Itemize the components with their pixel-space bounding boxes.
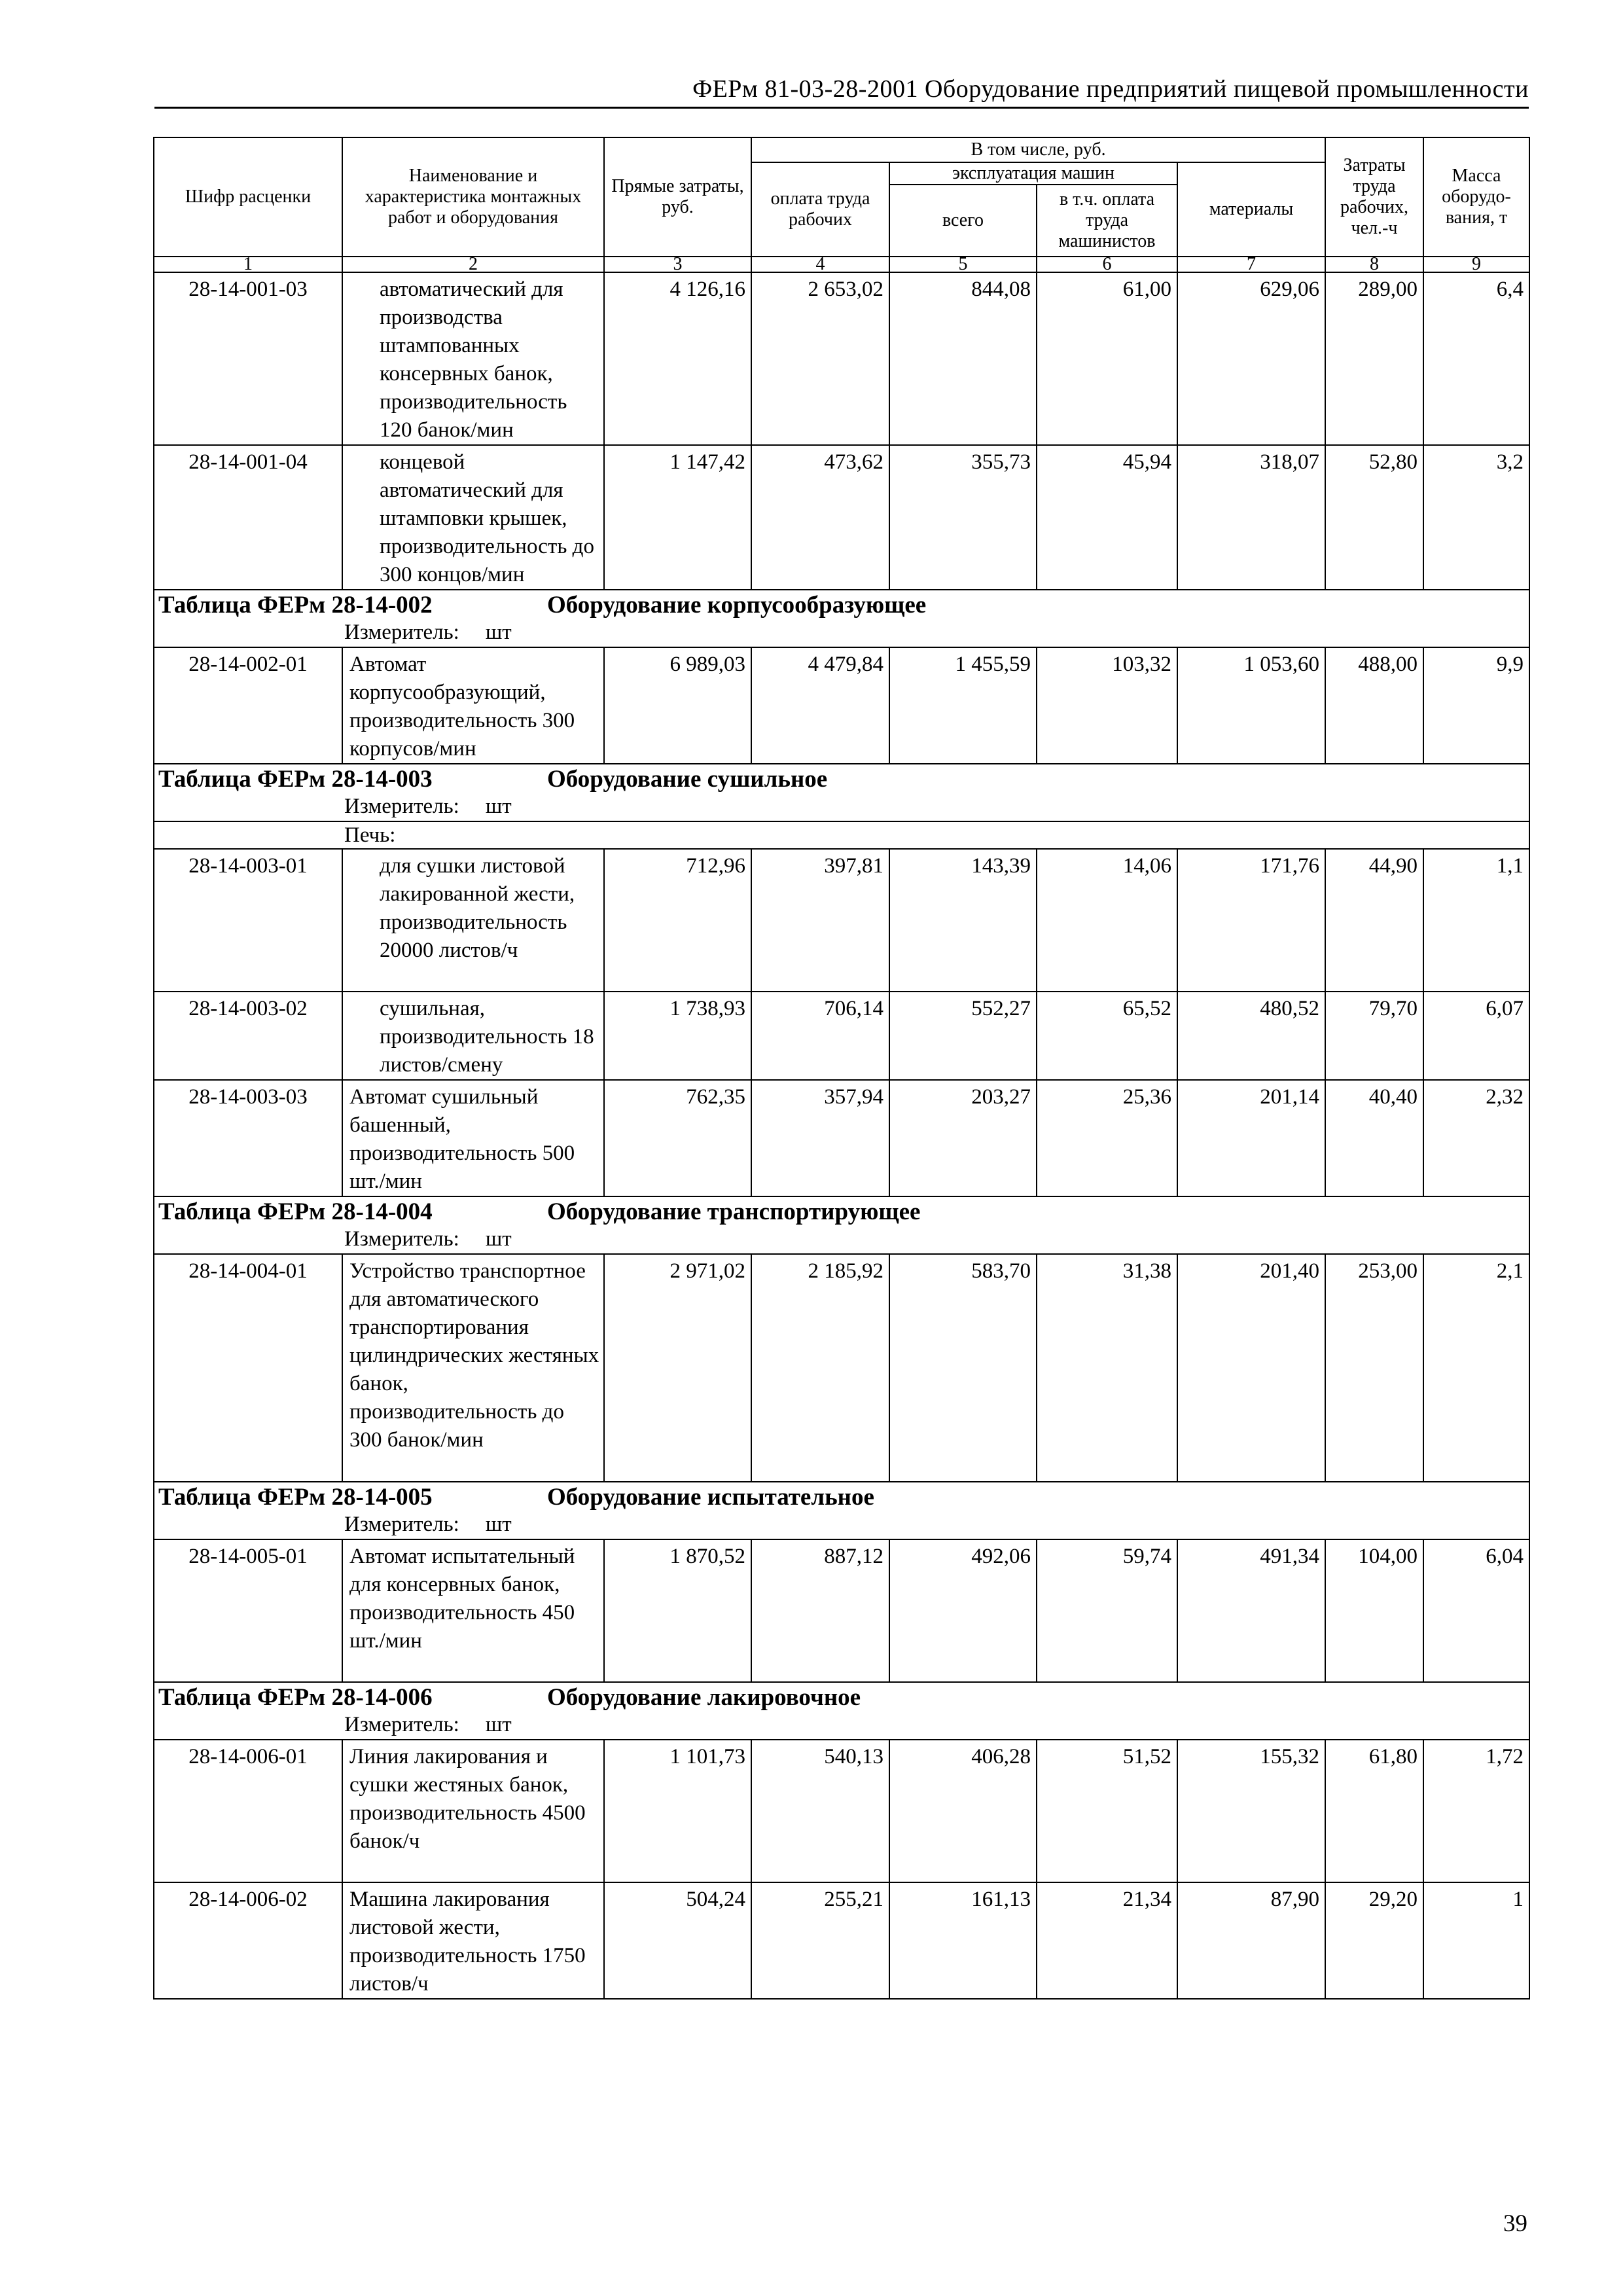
direct-cost: 1 738,93	[604, 992, 751, 1080]
machines-total-value: 552,27	[889, 992, 1037, 1080]
table-header	[154, 137, 1529, 272]
wages-value: 357,94	[751, 1080, 889, 1196]
rate-code: 28-14-006-01	[154, 1740, 342, 1882]
rate-code: 28-14-005-01	[154, 1539, 342, 1682]
col-machines-total-header: всего	[889, 185, 1037, 257]
machines-total-value: 492,06	[889, 1539, 1037, 1682]
direct-cost: 1 147,42	[604, 445, 751, 590]
direct-cost: 1 870,52	[604, 1539, 751, 1682]
machines-wages-value: 59,74	[1037, 1539, 1177, 1682]
section-title: Оборудование испытательное	[547, 1484, 874, 1511]
machines-total-value: 161,13	[889, 1882, 1037, 1999]
wages-value: 4 479,84	[751, 647, 889, 764]
column-number: 2	[342, 257, 604, 272]
direct-cost: 762,35	[604, 1080, 751, 1196]
work-name: Автомат сушильный башенный, производительность 500 шт./мин	[342, 1080, 604, 1196]
table-row	[154, 849, 1529, 992]
measure-unit: шт	[485, 1513, 512, 1536]
wages-value: 2 653,02	[751, 272, 889, 445]
machines-wages-value: 21,34	[1037, 1882, 1177, 1999]
section-table-label: Таблица ФЕРм 28-14-005	[158, 1484, 433, 1511]
labor-value: 52,80	[1325, 445, 1423, 590]
section-title: Оборудование лакировочное	[547, 1684, 861, 1711]
measure-label: Измеритель:	[344, 795, 459, 818]
machines-total-value: 355,73	[889, 445, 1037, 590]
col-wages-header: оплата труда рабочих	[751, 162, 889, 257]
machines-total-value: 583,70	[889, 1254, 1037, 1482]
wages-value: 540,13	[751, 1740, 889, 1882]
measure-row	[154, 1227, 1529, 1254]
section-title-row	[154, 764, 1529, 795]
wages-value: 397,81	[751, 849, 889, 992]
mass-value: 1,1	[1423, 849, 1529, 992]
mass-value: 2,1	[1423, 1254, 1529, 1482]
measure-unit: шт	[485, 620, 512, 644]
work-name: Устройство транспортное для автоматического транспортирования цилиндрических жестяных банок, производительность до 300 банок/мин	[342, 1254, 604, 1482]
rate-code: 28-14-004-01	[154, 1254, 342, 1482]
machines-wages-value: 61,00	[1037, 272, 1177, 445]
work-name: Машина лакирования листовой жести, производительность 1750 листов/ч	[342, 1882, 604, 1999]
table-row	[154, 1080, 1529, 1196]
table-row	[154, 1740, 1529, 1882]
labor-value: 289,00	[1325, 272, 1423, 445]
machines-wages-value: 14,06	[1037, 849, 1177, 992]
labor-value: 44,90	[1325, 849, 1423, 992]
machines-wages-value: 25,36	[1037, 1080, 1177, 1196]
section-table-label: Таблица ФЕРм 28-14-006	[158, 1684, 433, 1711]
header-rule	[154, 107, 1529, 109]
table-row	[154, 1539, 1529, 1682]
work-name: Линия лакирования и сушки жестяных банок, производительность 4500 банок/ч	[342, 1740, 604, 1882]
direct-cost: 4 126,16	[604, 272, 751, 445]
measure-unit: шт	[485, 1713, 512, 1736]
column-number: 9	[1423, 257, 1529, 272]
measure-row	[154, 620, 1529, 647]
machines-wages-value: 51,52	[1037, 1740, 1177, 1882]
col-materials-header: материалы	[1177, 162, 1325, 257]
materials-value: 201,40	[1177, 1254, 1325, 1482]
section-title-row	[154, 590, 1529, 620]
table-row	[154, 445, 1529, 590]
column-number: 8	[1325, 257, 1423, 272]
work-name: сушильная, производительность 18 листов/смену	[342, 992, 604, 1080]
work-name: Автомат испытательный для консервных банок, производительность 450 шт./мин	[342, 1539, 604, 1682]
mass-value: 1	[1423, 1882, 1529, 1999]
rate-code: 28-14-003-01	[154, 849, 342, 992]
col-including-header: В том числе, руб.	[751, 137, 1325, 162]
col-name-header: Наименование и характеристика монтажных работ и оборудования	[342, 137, 604, 257]
work-name: Автомат корпусообразующий, производительность 300 корпусов/мин	[342, 647, 604, 764]
labor-value: 61,80	[1325, 1740, 1423, 1882]
materials-value: 1 053,60	[1177, 647, 1325, 764]
measure-unit: шт	[485, 795, 512, 818]
mass-value: 3,2	[1423, 445, 1529, 590]
measure-label: Измеритель:	[344, 1713, 459, 1736]
rates-table	[153, 137, 1530, 2000]
column-number: 4	[751, 257, 889, 272]
materials-value: 480,52	[1177, 992, 1325, 1080]
page-number: 39	[1503, 2210, 1527, 2237]
measure-row	[154, 795, 1529, 821]
table-row	[154, 647, 1529, 764]
labor-value: 40,40	[1325, 1080, 1423, 1196]
measure-label: Измеритель:	[344, 1513, 459, 1536]
measure-label: Измеритель:	[344, 1227, 459, 1251]
materials-value: 155,32	[1177, 1740, 1325, 1882]
col-labor-header: Затраты труда рабочих, чел.-ч	[1325, 137, 1423, 257]
table-row	[154, 1882, 1529, 1999]
column-number: 3	[604, 257, 751, 272]
mass-value: 6,07	[1423, 992, 1529, 1080]
machines-total-value: 406,28	[889, 1740, 1037, 1882]
column-number: 5	[889, 257, 1037, 272]
section-table-label: Таблица ФЕРм 28-14-002	[158, 592, 433, 619]
section-title: Оборудование сушильное	[547, 766, 828, 793]
col-machines-header: эксплуатация машин	[889, 162, 1177, 185]
wages-value: 473,62	[751, 445, 889, 590]
column-number: 6	[1037, 257, 1177, 272]
machines-wages-value: 45,94	[1037, 445, 1177, 590]
mass-value: 1,72	[1423, 1740, 1529, 1882]
materials-value: 491,34	[1177, 1539, 1325, 1682]
section-title: Оборудование корпусообразующее	[547, 592, 927, 619]
col-code-header: Шифр расценки	[154, 137, 342, 257]
machines-wages-value: 103,32	[1037, 647, 1177, 764]
rate-code: 28-14-001-03	[154, 272, 342, 445]
column-number: 7	[1177, 257, 1325, 272]
labor-value: 104,00	[1325, 1539, 1423, 1682]
labor-value: 79,70	[1325, 992, 1423, 1080]
table-row	[154, 992, 1529, 1080]
mass-value: 9,9	[1423, 647, 1529, 764]
materials-value: 87,90	[1177, 1882, 1325, 1999]
rate-code: 28-14-001-04	[154, 445, 342, 590]
table-row	[154, 272, 1529, 445]
materials-value: 318,07	[1177, 445, 1325, 590]
rate-code: 28-14-003-02	[154, 992, 342, 1080]
rate-code: 28-14-003-03	[154, 1080, 342, 1196]
subheading-row	[154, 821, 1529, 849]
mass-value: 6,4	[1423, 272, 1529, 445]
rate-code: 28-14-002-01	[154, 647, 342, 764]
machines-wages-value: 31,38	[1037, 1254, 1177, 1482]
labor-value: 253,00	[1325, 1254, 1423, 1482]
direct-cost: 2 971,02	[604, 1254, 751, 1482]
section-title-row	[154, 1196, 1529, 1227]
work-name: автоматический для производства штампованных консервных банок, производительность 120 банок/мин	[342, 272, 604, 445]
materials-value: 201,14	[1177, 1080, 1325, 1196]
column-numbers-row	[154, 257, 1529, 272]
mass-value: 6,04	[1423, 1539, 1529, 1682]
machines-total-value: 143,39	[889, 849, 1037, 992]
materials-value: 629,06	[1177, 272, 1325, 445]
work-name: для сушки листовой лакированной жести, производительность 20000 листов/ч	[342, 849, 604, 992]
work-name: концевой автоматический для штамповки крышек, производительность до 300 концов/мин	[342, 445, 604, 590]
measure-unit: шт	[485, 1227, 512, 1251]
mass-value: 2,32	[1423, 1080, 1529, 1196]
page-header: ФЕРм 81-03-28-2001 Оборудование предприятий пищевой промышленности	[692, 75, 1529, 103]
measure-row	[154, 1713, 1529, 1740]
machines-total-value: 203,27	[889, 1080, 1037, 1196]
direct-cost: 712,96	[604, 849, 751, 992]
rate-code: 28-14-006-02	[154, 1882, 342, 1999]
direct-cost: 504,24	[604, 1882, 751, 1999]
machines-total-value: 1 455,59	[889, 647, 1037, 764]
measure-label: Измеритель:	[344, 620, 459, 644]
machines-wages-value: 65,52	[1037, 992, 1177, 1080]
column-number: 1	[154, 257, 342, 272]
measure-row	[154, 1513, 1529, 1539]
section-table-label: Таблица ФЕРм 28-14-003	[158, 766, 433, 793]
machines-total-value: 844,08	[889, 272, 1037, 445]
col-machines-wages-header: в т.ч. оплата труда машинистов	[1037, 185, 1177, 257]
col-direct-header: Прямые затраты, руб.	[604, 137, 751, 257]
table-row	[154, 1254, 1529, 1482]
materials-value: 171,76	[1177, 849, 1325, 992]
direct-cost: 6 989,03	[604, 647, 751, 764]
wages-value: 706,14	[751, 992, 889, 1080]
subheading: Печь:	[154, 821, 1529, 849]
direct-cost: 1 101,73	[604, 1740, 751, 1882]
labor-value: 29,20	[1325, 1882, 1423, 1999]
wages-value: 255,21	[751, 1882, 889, 1999]
table-body	[154, 272, 1529, 1999]
section-title-row	[154, 1482, 1529, 1513]
section-title: Оборудование транспортирующее	[547, 1198, 921, 1225]
col-mass-header: Масса оборудо-вания, т	[1423, 137, 1529, 257]
wages-value: 2 185,92	[751, 1254, 889, 1482]
labor-value: 488,00	[1325, 647, 1423, 764]
wages-value: 887,12	[751, 1539, 889, 1682]
section-table-label: Таблица ФЕРм 28-14-004	[158, 1198, 433, 1225]
section-title-row	[154, 1682, 1529, 1713]
